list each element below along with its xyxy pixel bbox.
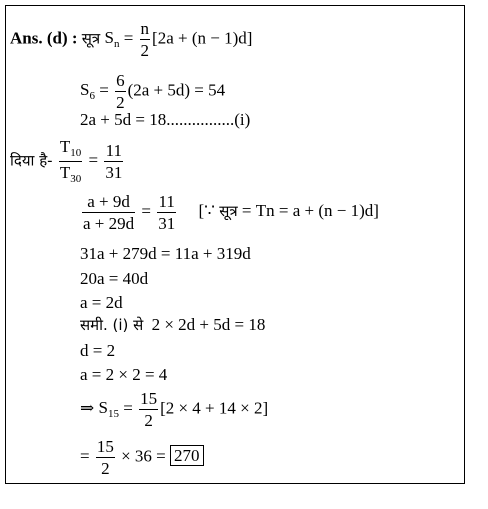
line-sn-formula: Ans. (d) : सूत्र $S_n$ = $\frac{n}{2}$ [2a + (n − 1)d] (10, 19, 253, 60)
sn-symbol: $S_n$ (104, 28, 120, 51)
given-label: दिया है- (10, 151, 53, 170)
fraction-n-over-2: $\frac{n}{2}$ (140, 19, 150, 60)
fraction-15-over-2: $\frac{15}{2}$ (140, 389, 158, 430)
equation-i: 2a + 5d = 18................(i) (80, 110, 251, 129)
line-final: = $\frac{15}{2}$ × 36 = 270 (80, 438, 204, 477)
line-substitute (80, 316, 265, 333)
final-answer-box: 270 (170, 445, 204, 466)
s6-expression: (2a + 5d) = 54 (127, 80, 226, 100)
fraction-6-over-2: $\frac{6}{2}$ (116, 71, 125, 112)
line-a-eq-4: a = 2 × 2 = 4 (80, 365, 168, 384)
line-given-ratio: दिया है- $\frac{T_{10}}{T_{30}}$ = $\frac{11}{31}$ (10, 137, 123, 185)
s15-symbol: $S_{15}$ (98, 398, 119, 421)
substitute-expression: 2 × 2d + 5d = 18 (151, 315, 266, 334)
line-a-eq-2d: a = 2d (80, 293, 123, 312)
sutra-label: सूत्र (81, 29, 101, 48)
fraction-15-over-2-b: $\frac{15}{2}$ (96, 437, 114, 478)
line-cross-multiply: 31a + 279d = 11a + 319d (80, 244, 251, 263)
s6-symbol: $S_6$ (80, 80, 95, 103)
s15-bracket: [2 × 4 + 14 × 2] (160, 398, 269, 418)
substitute-label: समी. (i) से (80, 316, 144, 334)
line-s15: ⇒ $S_{15}$ = $\frac{15}{2}$ [2 × 4 + 14 × 2] (80, 389, 269, 430)
formula-note: [∵ सूत्र = Tn = a + (n − 1)d] (198, 201, 379, 221)
fraction-11-over-31: $\frac{11}{31}$ (105, 141, 123, 182)
answer-label: Ans. (d) : (10, 28, 78, 48)
line-s6: $S_6$ = $\frac{6}{2}$ (2a + 5d) = 54 (80, 71, 226, 112)
implies-arrow: ⇒ (80, 398, 95, 418)
fraction-a9d-over-a29d: $\frac{a + 9d}{a + 29d}$ (83, 192, 135, 233)
line-d-eq-2: d = 2 (80, 341, 116, 360)
fraction-t10-over-t30: $\frac{T_{10}}{T_{30}}$ (59, 137, 82, 185)
line-ratio-expanded: $\frac{a + 9d}{a + 29d}$ = $\frac{11}{31}$ [∵ सूत्र = Tn = a + (n − 1)d] (83, 192, 379, 233)
fraction-11-over-31-b: $\frac{11}{31}$ (158, 192, 176, 233)
final-mid: × 36 = (121, 446, 166, 466)
line-20a: 20a = 40d (80, 269, 149, 288)
sn-bracket: [2a + (n − 1)d] (152, 28, 253, 48)
